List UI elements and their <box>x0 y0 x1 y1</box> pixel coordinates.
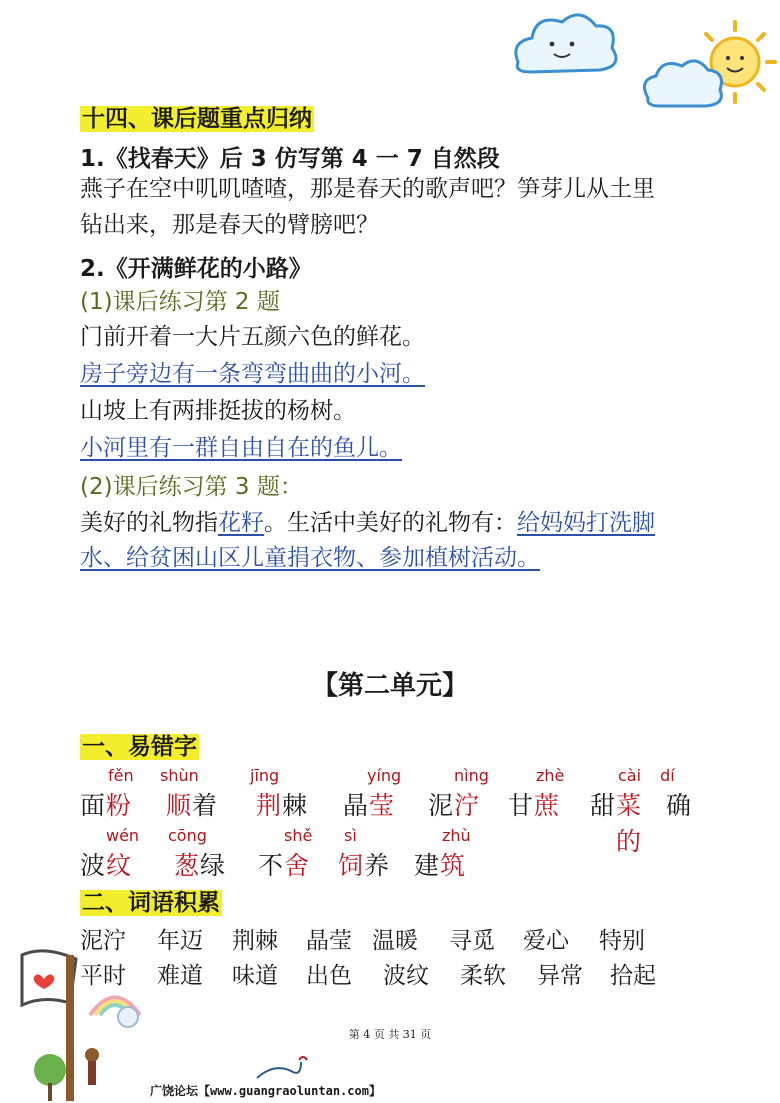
char-pre: 甜 <box>590 791 616 820</box>
vocab-word: 波纹 <box>383 963 429 989</box>
cloud-icon <box>516 15 616 72</box>
cloud-icon <box>644 61 721 106</box>
char-post: 养 <box>364 851 390 880</box>
char-pre: 晶 <box>343 791 369 820</box>
char-post: 绿 <box>200 851 226 880</box>
pinyin: cài dí <box>618 766 675 785</box>
char-target: 泞 <box>454 791 480 820</box>
pinyin: zhè <box>536 766 565 785</box>
vocab-word: 出色 <box>306 963 352 989</box>
footer-swirl <box>255 1052 315 1082</box>
item2-title: 2.《开满鲜花的小路》 <box>80 256 312 282</box>
exercise2-answer: 水、给贫困山区儿童捐衣物、参加植树活动。 <box>80 545 540 571</box>
char-target: 荆 <box>256 791 282 820</box>
exercise1-title: (1)课后练习第 2 题 <box>80 289 280 315</box>
vocab-word: 荆棘 <box>232 928 278 954</box>
exercise1-answer: 房子旁边有一条弯弯曲曲的小河。 <box>80 361 425 387</box>
char-post: 棘 <box>282 791 308 820</box>
pinyin: cōng <box>168 826 207 845</box>
char-target: 葱 <box>174 851 200 880</box>
vocab-word: 爱心 <box>523 928 569 954</box>
page-number: 第 4 页 共 31 页 <box>348 1028 432 1041</box>
char-pre: 不 <box>258 851 284 880</box>
pinyin: sì <box>344 826 357 845</box>
vocab-word: 异常 <box>537 963 583 989</box>
vocab-word: 特别 <box>599 928 645 954</box>
char-pre: 建 <box>414 851 440 880</box>
exercise2-gift: 花籽 <box>218 510 264 536</box>
item1-title: 1.《找春天》后 3 仿写第 4 一 7 自然段 <box>80 146 500 172</box>
section-heading <box>80 728 199 761</box>
char-target: 菜的 <box>616 791 642 856</box>
vocab-word: 平时 <box>80 963 126 989</box>
cloud-sun-decoration <box>500 0 780 120</box>
vocab-word: 难道 <box>157 963 203 989</box>
vocab-word: 柔软 <box>460 963 506 989</box>
vocab-word: 拾起 <box>610 963 656 989</box>
vocab-word: 味道 <box>232 963 278 989</box>
exercise2-answer: 给妈妈打洗脚 <box>517 510 655 536</box>
exercise2-prefix: 美好的礼物指 <box>80 510 218 536</box>
pinyin: nìng <box>454 766 489 785</box>
section-heading <box>80 100 314 133</box>
char-post: 确 <box>666 791 692 820</box>
item1-line: 燕子在空中叽叽喳喳，那是春天的歌声吧？笋芽儿从土里 <box>80 176 655 202</box>
char-target: 纹 <box>106 851 132 880</box>
exercise1-line: 山坡上有两排挺拔的杨树。 <box>80 398 356 424</box>
char-target: 莹 <box>369 791 395 820</box>
item1-line: 钻出来，那是春天的臂膀吧？ <box>80 212 379 238</box>
vocab-row <box>80 922 760 956</box>
section-heading-text: 一、易错字 <box>82 734 197 760</box>
char-target: 舍 <box>284 851 310 880</box>
char-post: 着 <box>192 791 218 820</box>
char-pre: 波 <box>80 851 106 880</box>
unit-title: 【第二单元】 <box>311 671 468 701</box>
vocab-word: 晶莹 <box>306 928 352 954</box>
section-heading-text: 十四、课后题重点归纳 <box>82 106 312 132</box>
vocab-word: 年迈 <box>157 928 203 954</box>
pinyin: shě <box>284 826 313 845</box>
vocab-word: 泥泞 <box>80 928 126 954</box>
char-row <box>80 826 760 886</box>
bottom-decoration <box>0 945 170 1103</box>
vocab-word: 寻觅 <box>449 928 495 954</box>
char-target: 蔗 <box>534 791 560 820</box>
char-pre: 泥 <box>428 791 454 820</box>
exercise2-title: (2)课后练习第 3 题： <box>80 474 303 500</box>
pinyin: fěn <box>108 766 134 785</box>
char-pre: 甘 <box>508 791 534 820</box>
pinyin: jīng <box>250 766 280 785</box>
exercise1-answer: 小河里有一群自由自在的鱼儿。 <box>80 435 402 461</box>
pinyin: shùn <box>160 766 199 785</box>
vocab-word: 温暖 <box>372 928 418 954</box>
char-target: 粉 <box>106 791 132 820</box>
pinyin: zhù <box>442 826 471 845</box>
char-pre: 面 <box>80 791 106 820</box>
exercise2-mid: 。生活中美好的礼物有： <box>264 510 517 536</box>
char-target: 筑 <box>440 851 466 880</box>
rainbow-icon <box>90 998 140 1028</box>
section-heading-text: 二、词语积累 <box>82 890 220 916</box>
char-target: 饲 <box>338 851 364 880</box>
exercise1-line: 门前开着一大片五颜六色的鲜花。 <box>80 324 425 350</box>
char-target: 顺 <box>166 791 192 820</box>
exercise2-line <box>80 506 655 540</box>
section-heading <box>80 884 222 917</box>
pinyin: yíng <box>367 766 402 785</box>
pinyin: wén <box>106 826 140 845</box>
vocab-row <box>80 957 760 991</box>
footer-site: 广饶论坛【www.guangraoluntan.com】 <box>150 1084 381 1098</box>
